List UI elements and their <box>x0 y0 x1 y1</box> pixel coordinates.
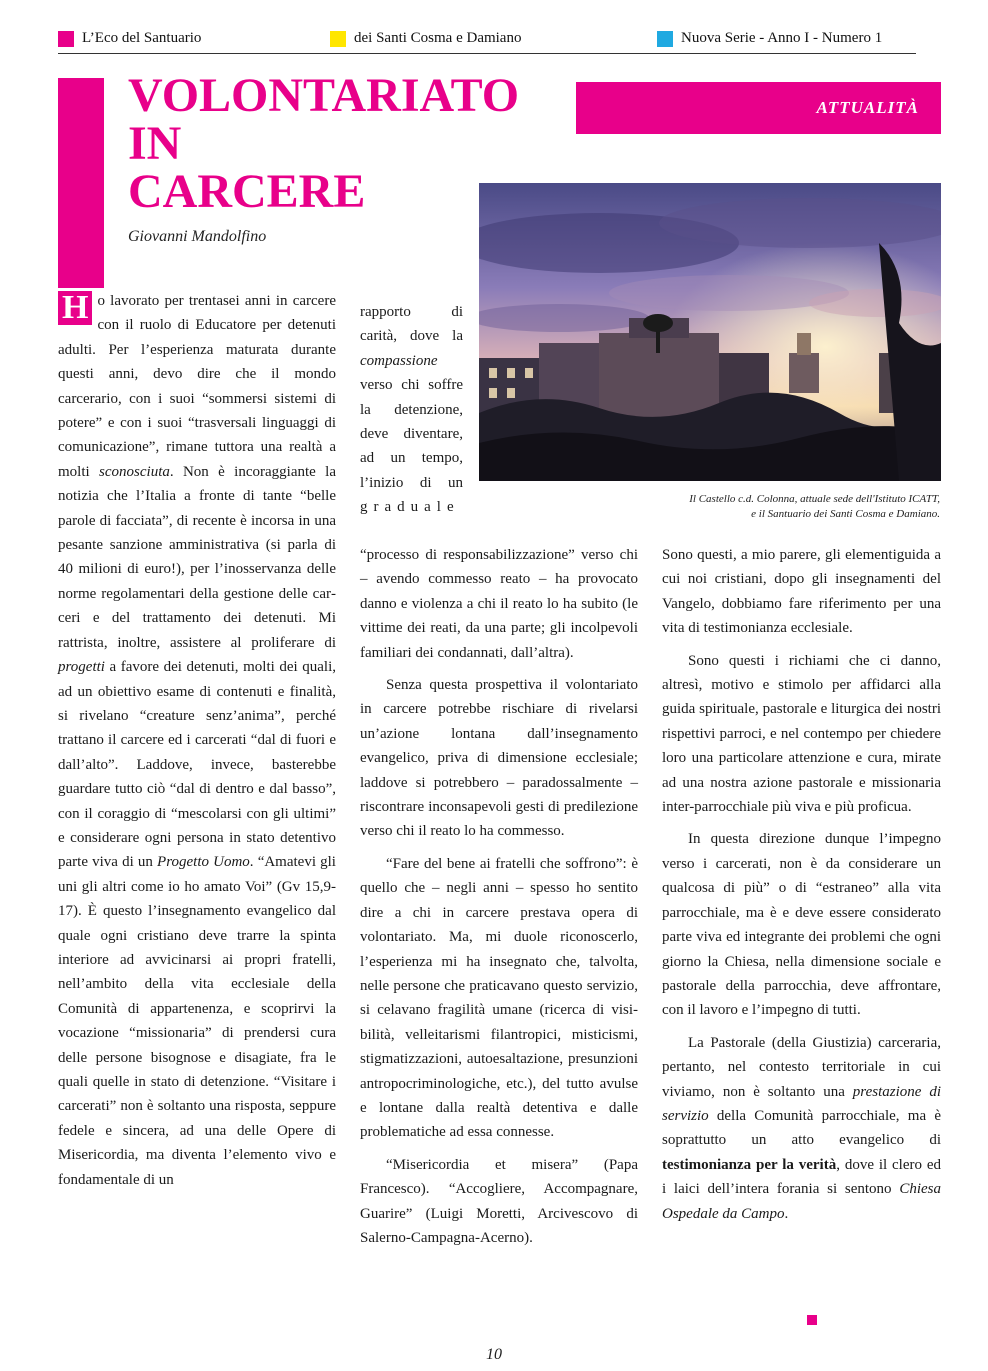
cyan-square-icon <box>657 31 673 47</box>
emphasis: progetti <box>58 659 105 676</box>
emphasis: prestazione di servizio <box>662 1083 941 1124</box>
page-number: 10 <box>486 1346 502 1363</box>
title-line: IN <box>128 117 182 170</box>
end-of-article-square-icon <box>807 1315 817 1325</box>
strong-emphasis: testimonianza per la verità <box>662 1156 837 1173</box>
emphasis: compassione <box>360 352 438 369</box>
text-column-3 <box>662 543 941 1234</box>
emphasis: Chiesa Ospedale da Campo <box>662 1181 941 1222</box>
text-column-1 <box>58 289 336 1200</box>
paragraph: Sono questi, a mio parere, gli elementiguida a cui noi cristiani, dopo gli insegnamenti del Vangelo, dobbiamo fare riferimento per una vita di testimonianza ecclesiale. <box>662 547 941 637</box>
magenta-square-icon <box>58 31 74 47</box>
emphasis: Progetto Uomo <box>157 854 250 871</box>
paragraph: Senza questa prospettiva il volontariato in carcere potrebbe rischiare di rivelarsi un’azione lontana dall’insegnamento evangelico, priva di dimensione ecclesiale; laddove si potrebbero – paradossalmente – riscontrare inconsapevoli gesti di predilezione verso chi il reato lo ha commesso. <box>360 677 638 840</box>
caption-line: e il Santuario dei Santi Cosma e Damiano. <box>751 508 940 520</box>
header-sanctuary-label: dei Santi Cosma e Damiano <box>354 30 522 46</box>
header-publication <box>58 30 201 47</box>
text-run: verso chi soffre la detenzione, deve diventare, ad un tempo, l’inizio di un <box>360 377 463 491</box>
text-run: della Comunità parrocchiale, ma è soprattutto un atto evangelico di <box>662 1107 941 1149</box>
header-publication-label: L’Eco del Santuario <box>82 30 202 46</box>
section-label-text: ATTUALITÀ <box>816 98 919 117</box>
castle-photo-illustration <box>479 183 941 481</box>
text-column-2 <box>360 543 638 1258</box>
header-sanctuary <box>330 30 521 47</box>
yellow-square-icon <box>330 31 346 47</box>
header-issue <box>657 30 882 47</box>
text-run: . <box>784 1205 789 1222</box>
emphasis: sconosciuta <box>99 463 170 480</box>
castle-photo <box>479 183 941 481</box>
paragraph: In questa direzione dunque l’impegno verso i carcerati, non è da considerare un qualcosa di più” o di “estraneo” alla vita parrocchiale, ma è e deve essere considerato parte viva ed integrante dei problemi che ogni giorno la Chiesa, nella dimensione sociale e pastorale della parrocchia, deve affrontare, con il lavoro e l’impegno di tutti. <box>662 831 941 1019</box>
drop-cap: H <box>58 291 92 325</box>
text-run: . “Amatevi gli uni gli altri come io ho amato Voi” (Gv 15,9-17). È questo l’insegnamento evangelico dal quale ogni cristiano deve trarre la spinta interiore ad avvicinarsi ai propri fratelli, nell’ambito della vita ecclesiale della Comunità di appartenenza, e scoprirvi la vocazione “missionaria” di prendersi cura delle persone bisognose e disagiate, fra le quali quelle in stato di detenzione. “Visitare i carcerati” non è soltanto una risposta, seppure fedele e sincera, ad una delle Opere di Misericordia, ma diventa l’elemento vivo e fondamentale di un <box>58 854 336 1188</box>
title-line: CARCERE <box>128 165 366 218</box>
caption-line: Il Castello c.d. Colonna, attuale sede dell'Istituto ICATT, <box>689 493 940 505</box>
paragraph <box>360 300 463 520</box>
article-title <box>128 69 520 218</box>
text-column-2-top <box>360 300 463 528</box>
text-run: rapporto di carità, dove la <box>360 304 463 345</box>
text-run: o lavorato per trentasei anni in carcere con il ruolo di Educatore per detenuti adulti. Per l’esperienza maturata durante questi anni, devo dire che il mondo carcerario, con i suoi “sommersi sistemi di potere” e con i suoi “trasversali linguaggi di comunicazione”, rimane tuttora una realtà a molti <box>58 293 336 480</box>
text-run: , dove il clero ed i laici dell’intera forania si sentono <box>662 1156 941 1198</box>
paragraph: “processo di responsabilizzazione” verso chi – avendo commesso reato – ha provocato danno e violenza a chi il reato lo ha subito (le vittime dei reati, da una parte; gli incolpevoli familiari dei condannati, dall’altra). <box>360 547 638 661</box>
paragraph <box>662 1031 941 1226</box>
text-run: La Pastorale (della Giustizia) carceraria, pertanto, nel contesto territoriale in cui viviamo, non è soltanto una <box>662 1034 941 1100</box>
text-run: a favore dei detenuti, molti dei quali, ad un obiettivo esame di contenuti e finalità, si rivelano “creature senz’anima”, perché trattano il carcere ed i carcerati “dal di fuori e dall’alto”. Laddove, invece, basterebbe guardare tutto ciò “dal di dentro e dal basso”, con il coraggio di “mescolarsi con gli ultimi” e considerare ogni persona in stato detentivo parte viva di un <box>58 659 336 871</box>
paragraph: “Fare del bene ai fratelli che soffrono”: è quello che – negli anni – spesso ho sentito dire a chi in carcere prestava opera di volontariato. Ma, mi duole riconoscerlo, l’esperienza mi ha insegnato che, talvolta, nelle persone che praticavano questo servizio, si celavano fragilità umane (ricerca di visibilità, velleitarismi filantropici, misticismi, stigmatizzazioni, autoesaltazione, presunzioni antropocriminologiche, etc.), del tutto avulse e lontane dalla realtà detentiva e dalle problematiche ad essa connesse. <box>360 855 638 1141</box>
paragraph: “Misericordia et misera” (Papa Francesco). “Accogliere, Accompagnare, Guarire” (Luigi Moretti, Arcivescovo di Salerno-Campagna-Acerno). <box>360 1156 638 1246</box>
title-line: VOLONTARIATO <box>128 69 520 122</box>
photo-caption <box>560 492 940 522</box>
title-accent-bar <box>58 78 104 288</box>
text-run: . Non è incoraggiante la notizia che l’Italia a fronte di tante “belle parole di facciata”, di recente è incorsa in una pesante sanzione amministrativa (si parla di 40 milioni di euro!), per l’inosservanza delle norme regolamentari della gestione delle carceri e del trattamento dei detenuti. Mi rattrista, inoltre, assistere al proliferare di <box>58 463 336 651</box>
text-run: graduale <box>360 499 460 516</box>
paragraph: Sono questi i richiami che ci danno, altresì, motivo e stimolo per affidarci alla guida spirituale, pastorale e liturgica dei nostri rispettivi parroci, e nel contempo per chiedere loro una particolare attenzione e cura, mirate ad una nostra azione pastorale e missionaria inter-parrocchiale più viva e più proficua. <box>662 652 941 816</box>
header-issue-label: Nuova Serie - Anno I - Numero 1 <box>681 30 883 46</box>
running-header <box>58 30 916 54</box>
section-label <box>576 82 941 134</box>
article-author: Giovanni Mandolfino <box>128 228 267 245</box>
paragraph <box>58 289 336 1192</box>
